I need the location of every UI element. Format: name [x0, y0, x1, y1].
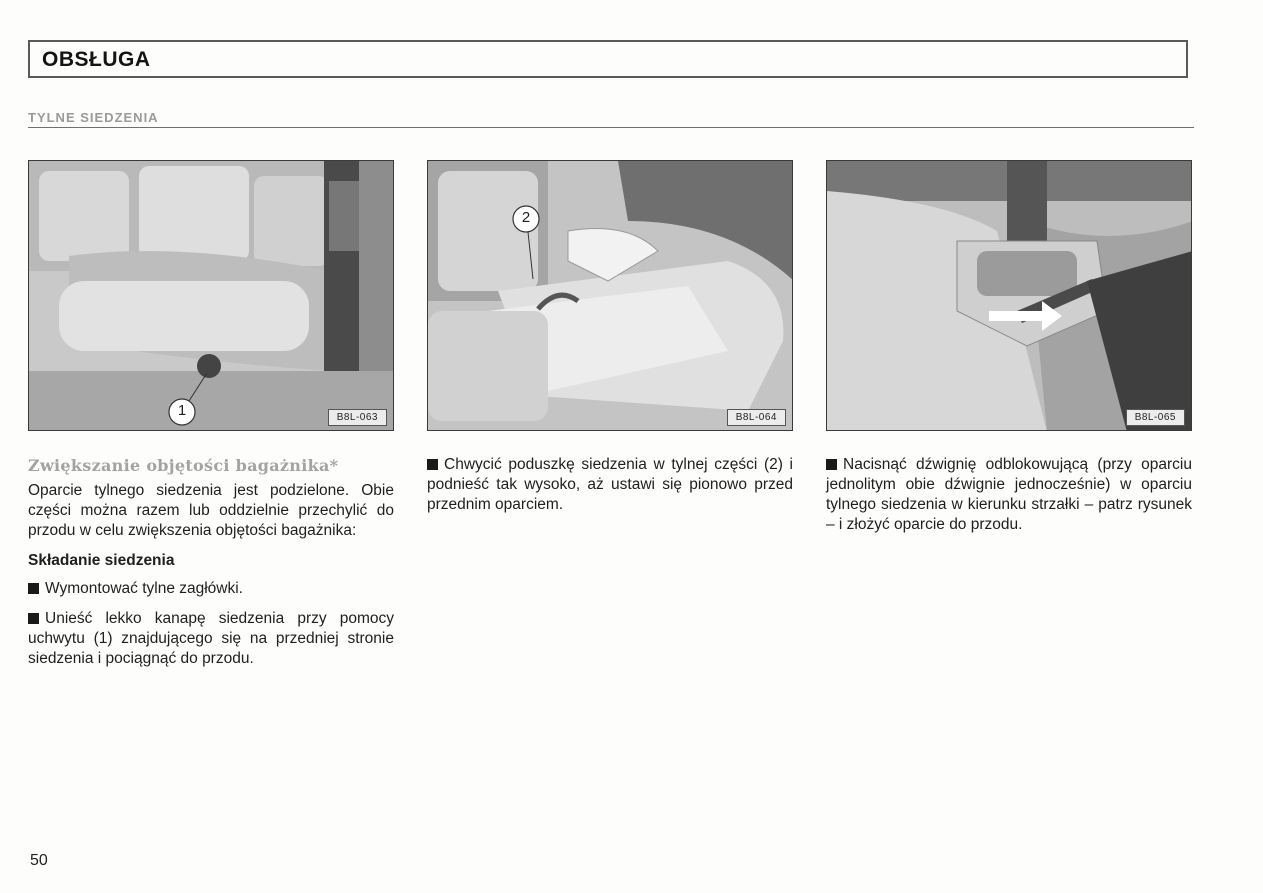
bullet-square-icon: [427, 459, 438, 470]
step-text: Chwycić poduszkę siedzenia w tylnej części (2) i podnieść tak wysoko, aż ustawi się pionowo przed przednim oparciem.: [427, 456, 793, 513]
step-text: Nacisnąć dźwignię odblokowującą (przy oparciu jednolitym obie dźwignie jednocześnie) w oparciu tylnego siedzenia w kierunku strzałki – patrz rysunek – i złożyć oparcie do przodu.: [826, 456, 1192, 533]
chapter-title: OBSŁUGA: [42, 48, 151, 71]
step-item: [28, 579, 394, 599]
intro-paragraph: Oparcie tylnego siedzenia jest podzielone. Obie części można razem lub oddzielnie przechylić do przodu w celu zwiększenia objętości bagażnika:: [28, 482, 394, 539]
figure-rear-seat-handle: [28, 160, 394, 431]
bullet-square-icon: [28, 583, 39, 594]
figure-code: B8L-063: [328, 409, 387, 426]
figure-backrest-release-lever: [826, 160, 1192, 431]
callout-number: 2: [521, 209, 531, 226]
step-item: [826, 455, 1192, 535]
figure-code: B8L-065: [1126, 409, 1185, 426]
step-item: [427, 455, 793, 515]
chapter-header: [28, 40, 1188, 78]
text-column-1: [28, 455, 394, 679]
text-column-3: [826, 455, 1192, 545]
section-title: TYLNE SIEDZENIA: [28, 110, 159, 125]
section-divider: [28, 127, 1194, 128]
bullet-square-icon: [826, 459, 837, 470]
text-column-2: [427, 455, 793, 525]
page-number: 50: [30, 852, 48, 869]
step-text: Wymontować tylne zagłówki.: [45, 580, 243, 597]
callout-marker: [428, 161, 793, 431]
steps-heading: Składanie siedzenia: [28, 552, 175, 569]
step-text: Unieść lekko kanapę siedzenia przy pomocy uchwytu (1) znajdującego się na przedniej stronie siedzenia i pociągnąć do przodu.: [28, 610, 394, 667]
step-item: [28, 609, 394, 669]
figure-code: B8L-064: [727, 409, 786, 426]
figure-seat-cushion-lift: [427, 160, 793, 431]
seat-illustration-3: [827, 161, 1192, 431]
bullet-square-icon: [28, 613, 39, 624]
subsection-heading: Zwiększanie objętości bagażnika*: [28, 456, 339, 475]
callout-marker: [29, 161, 394, 431]
callout-number: 1: [177, 402, 187, 419]
